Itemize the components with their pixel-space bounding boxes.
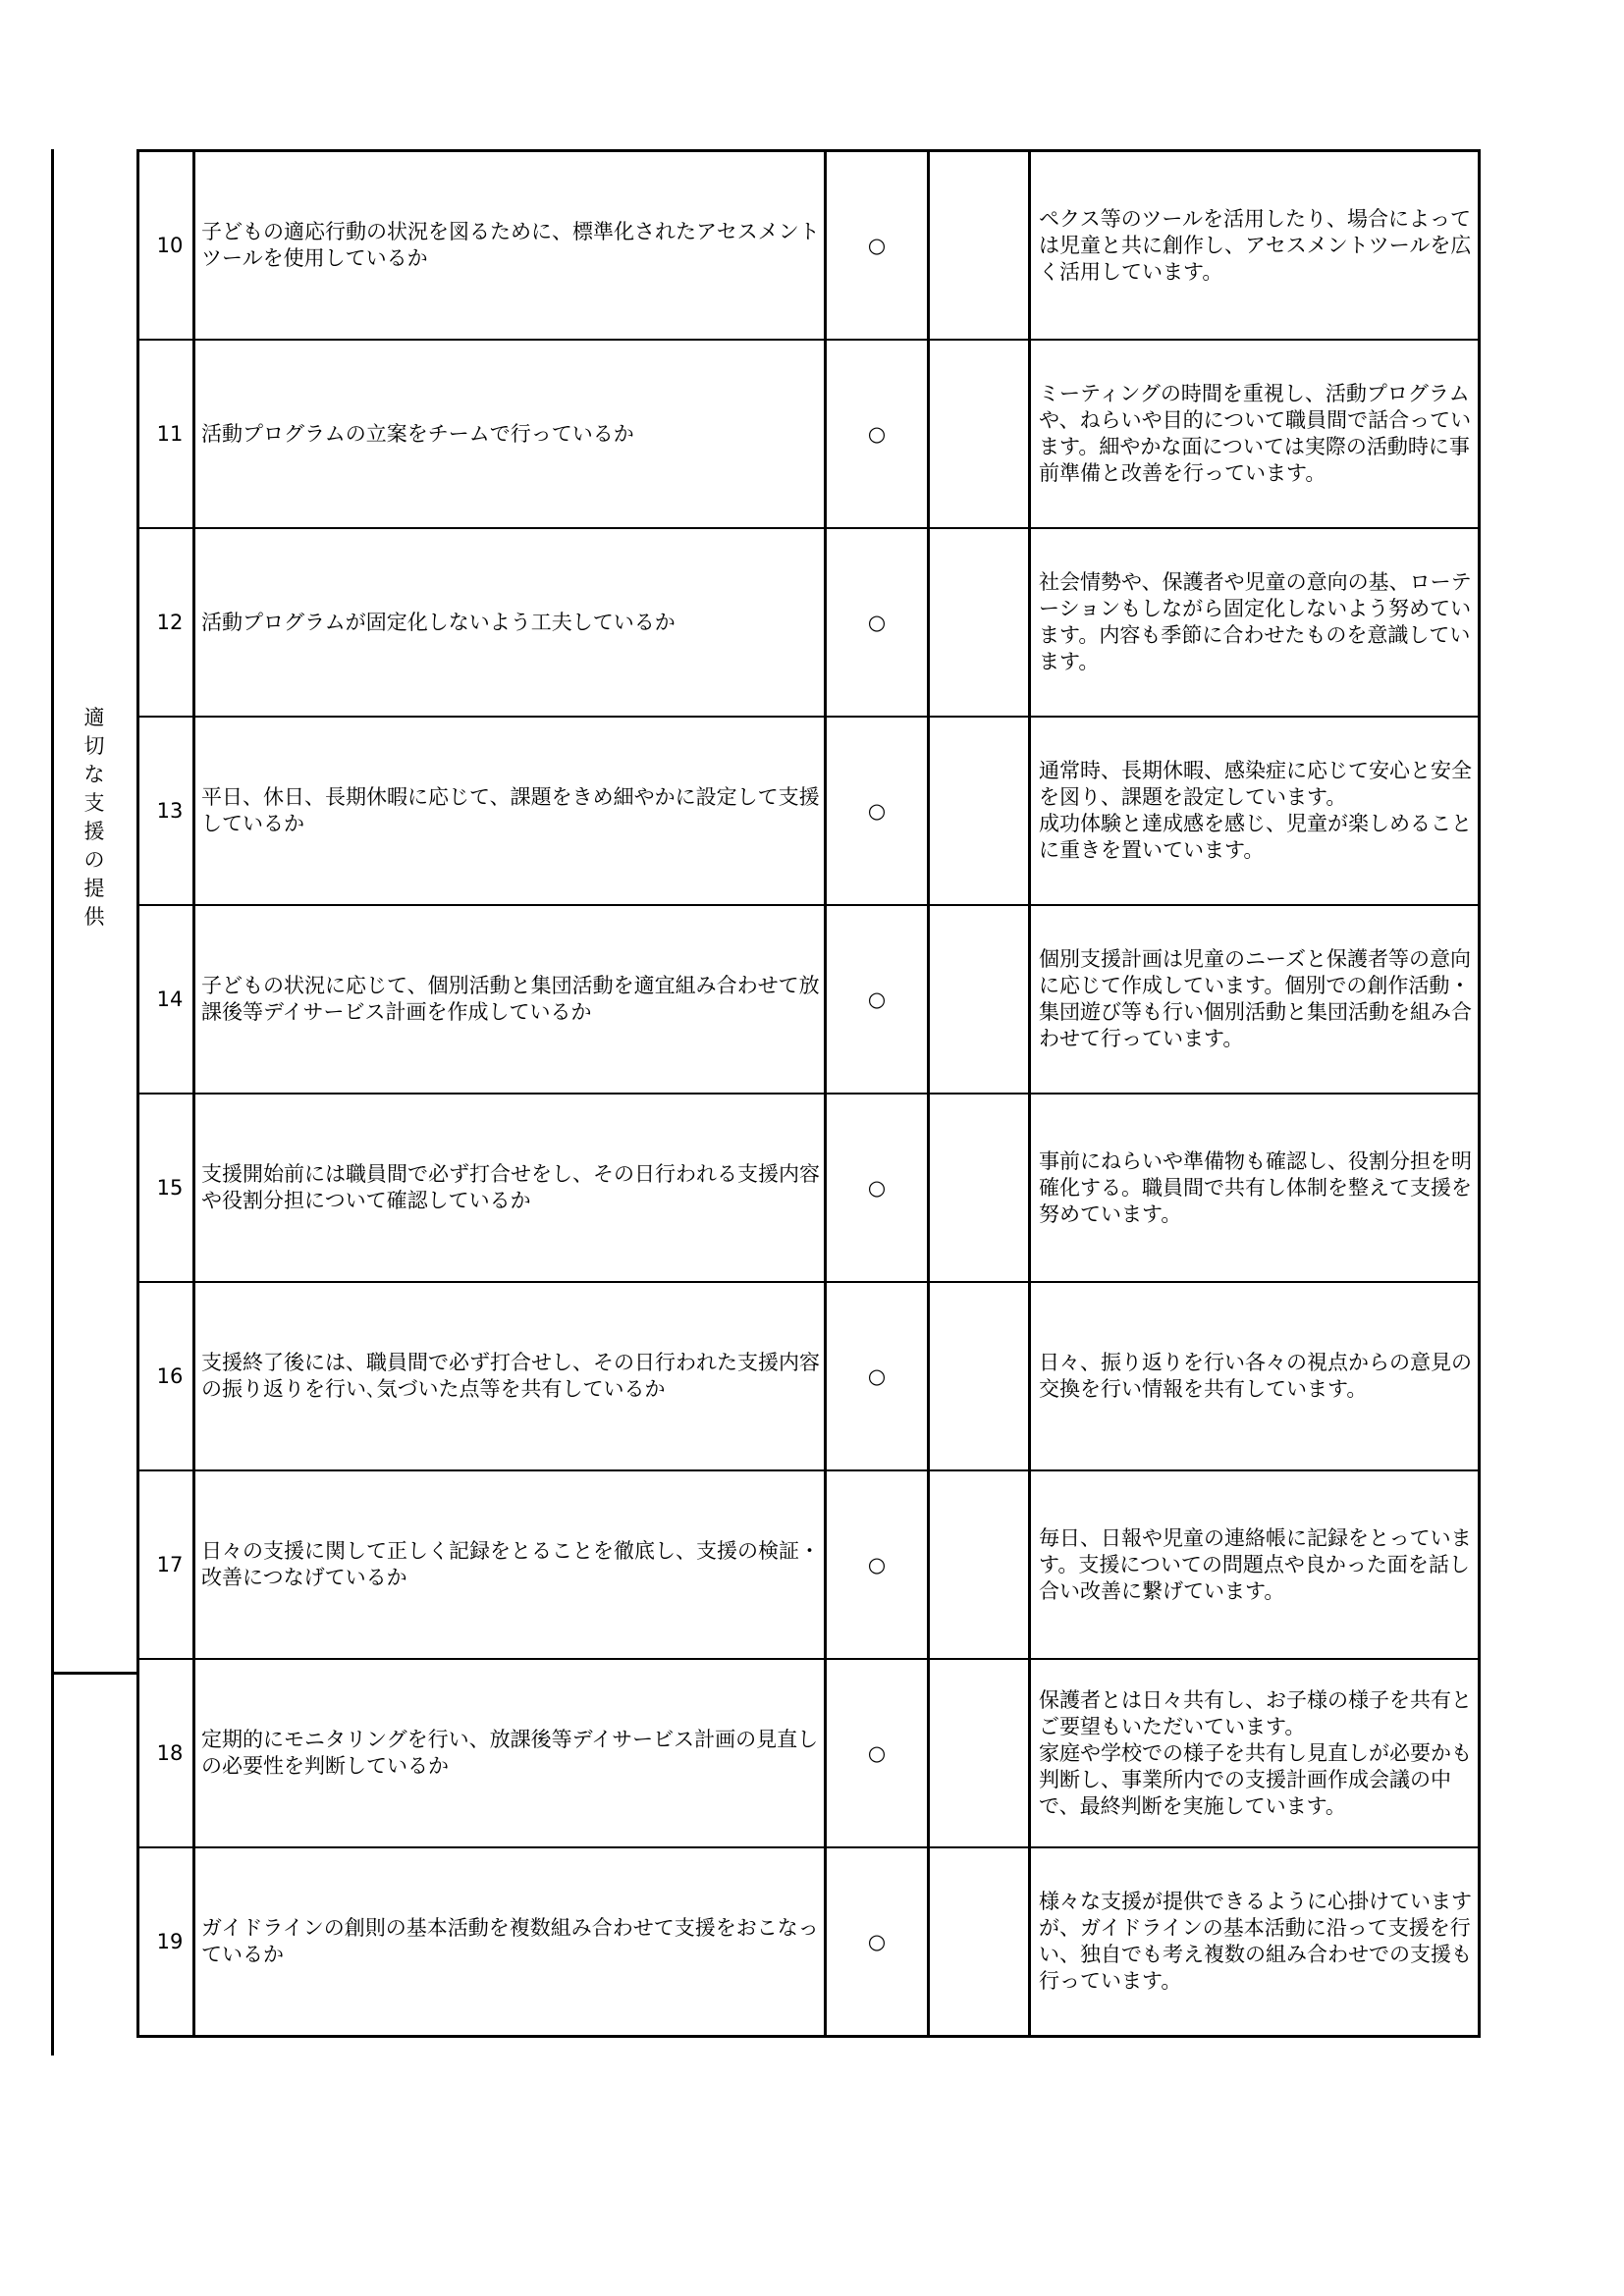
yes-mark: ○: [867, 987, 887, 1011]
table-row: [138, 1282, 1480, 1470]
item-number-cell: [138, 1847, 194, 2037]
question-text: 支援終了後には、職員間で必ず打合せし、その日行われた支援内容の振り返りを行い､気づいた点等を共有しているか: [201, 1351, 820, 1401]
item-number-cell: [138, 151, 194, 341]
comment-cell: [1030, 1094, 1480, 1282]
question-cell: [194, 151, 826, 341]
yes-cell: [826, 151, 929, 341]
question-text: 支援開始前には職員間で必ず打合せをし、その日行われる支援内容や役割分担について確認しているか: [201, 1162, 820, 1212]
evaluation-table-body: [138, 151, 1480, 2037]
item-number-cell: [138, 717, 194, 905]
question-text: ガイドラインの創則の基本活動を複数組み合わせて支援をおこなっているか: [201, 1916, 819, 1966]
table-row: [138, 1659, 1480, 1847]
yes-mark: ○: [867, 1175, 887, 1200]
no-cell: [929, 1659, 1030, 1847]
question-cell: [194, 340, 826, 528]
table-row: [138, 528, 1480, 717]
comment-text: 保護者とは日々共有し、お子様の様子を共有とご要望もいただいています。 家庭や学校での様子を共有し見直しが必要かも判断し、事業所内での支援計画作成会議の中で、最終判断を実施しています。: [1039, 1687, 1472, 1818]
item-number-cell: [138, 1470, 194, 1659]
comment-text: ミーティングの時間を重視し、活動プログラムや、ねらいや目的について職員間で話合っています。細やかな面については実際の活動時に事前準備と改善を行っています。: [1039, 382, 1472, 485]
category-bracket-upper: [51, 149, 54, 1673]
no-cell: [929, 528, 1030, 717]
yes-cell: [826, 1847, 929, 2037]
item-number-cell: [138, 528, 194, 717]
question-cell: [194, 1094, 826, 1282]
question-cell: [194, 717, 826, 905]
no-cell: [929, 1094, 1030, 1282]
comment-cell: [1030, 1470, 1480, 1659]
comment-text: 事前にねらいや準備物も確認し、役割分担を明確化する。職員間で共有し体制を整えて支援を努めています。: [1039, 1148, 1472, 1226]
item-number: 12: [156, 610, 184, 634]
comment-cell: [1030, 905, 1480, 1094]
item-number: 13: [156, 798, 184, 823]
item-number-cell: [138, 1659, 194, 1847]
yes-mark: ○: [867, 798, 887, 823]
comment-cell: [1030, 151, 1480, 341]
no-cell: [929, 1470, 1030, 1659]
question-text: 子どもの状況に応じて、個別活動と集団活動を適宜組み合わせて放課後等デイサービス計画を作成しているか: [201, 974, 820, 1024]
yes-mark: ○: [867, 421, 887, 446]
question-text: 日々の支援に関して正しく記録をとることを徹底し、支援の検証・改善につなげているか: [201, 1539, 820, 1589]
question-text: 定期的にモニタリングを行い、放課後等デイサービス計画の見直しの必要性を判断しているか: [201, 1728, 819, 1778]
item-number: 10: [156, 233, 184, 257]
question-text: 子どもの適応行動の状況を図るために、標準化されたアセスメントツールを使用しているか: [201, 220, 820, 270]
item-number: 16: [156, 1363, 184, 1388]
question-cell: [194, 528, 826, 717]
yes-mark: ○: [867, 1929, 887, 1953]
question-cell: [194, 1659, 826, 1847]
no-cell: [929, 1282, 1030, 1470]
no-cell: [929, 151, 1030, 341]
category-label: 適切な支援の提供: [83, 706, 105, 929]
question-text: 平日、休日、長期休暇に応じて、課題をきめ細やかに設定して支援しているか: [201, 785, 820, 835]
comment-text: ペクス等のツールを活用したり、場合によっては児童と共に創作し、アセスメントツールを広く活用しています。: [1039, 206, 1472, 284]
comment-text: 毎日、日報や児童の連絡帳に記録をとっています。支援についての問題点や良かった面を話し合い改善に繋げています。: [1039, 1525, 1472, 1603]
question-text: 活動プログラムが固定化しないよう工夫しているか: [201, 610, 676, 634]
table-row: [138, 1094, 1480, 1282]
table-row: [138, 340, 1480, 528]
table-row: [138, 1470, 1480, 1659]
comment-cell: [1030, 1282, 1480, 1470]
no-cell: [929, 905, 1030, 1094]
yes-mark: ○: [867, 233, 887, 257]
evaluation-table: [136, 149, 1481, 2038]
yes-cell: [826, 528, 929, 717]
item-number: 17: [156, 1552, 184, 1576]
comment-text: 社会情勢や、保護者や児童の意向の基、ローテーションもしながら固定化しないよう努めています。内容も季節に合わせたものを意識しています。: [1039, 570, 1472, 673]
no-cell: [929, 1847, 1030, 2037]
item-number-cell: [138, 340, 194, 528]
category-bracket-lower: [51, 1673, 54, 2056]
no-cell: [929, 717, 1030, 905]
item-number: 19: [156, 1929, 184, 1953]
category-divider: [51, 1672, 137, 1675]
table-row: [138, 1847, 1480, 2037]
item-number: 15: [156, 1175, 184, 1200]
yes-cell: [826, 1659, 929, 1847]
item-number-cell: [138, 1094, 194, 1282]
yes-cell: [826, 340, 929, 528]
comment-cell: [1030, 340, 1480, 528]
comment-text: 通常時、長期休暇、感染症に応じて安心と安全を図り、課題を設定しています。 成功体験と達成感を感じ、児童が楽しめることに重きを置いています。: [1039, 759, 1472, 862]
comment-cell: [1030, 1847, 1480, 2037]
yes-mark: ○: [867, 1740, 887, 1765]
question-cell: [194, 905, 826, 1094]
yes-mark: ○: [867, 1363, 887, 1388]
yes-cell: [826, 1282, 929, 1470]
comment-text: 個別支援計画は児童のニーズと保護者等の意向に応じて作成しています。個別での創作活動・集団遊び等も行い個別活動と集団活動を組み合わせて行っています。: [1039, 947, 1472, 1050]
comment-text: 様々な支援が提供できるように心掛けていますが、ガイドラインの基本活動に沿って支援を行い、独自でも考え複数の組み合わせでの支援も行っています。: [1039, 1890, 1472, 1993]
yes-cell: [826, 1470, 929, 1659]
no-cell: [929, 340, 1030, 528]
table-row: [138, 151, 1480, 341]
question-cell: [194, 1847, 826, 2037]
comment-cell: [1030, 717, 1480, 905]
table-row: [138, 717, 1480, 905]
yes-cell: [826, 905, 929, 1094]
question-cell: [194, 1282, 826, 1470]
yes-cell: [826, 717, 929, 905]
item-number: 11: [156, 421, 184, 446]
item-number: 18: [156, 1740, 184, 1765]
yes-mark: ○: [867, 1552, 887, 1576]
item-number-cell: [138, 905, 194, 1094]
item-number: 14: [156, 987, 184, 1011]
yes-cell: [826, 1094, 929, 1282]
question-text: 活動プログラムの立案をチームで行っているか: [201, 421, 634, 446]
yes-mark: ○: [867, 610, 887, 634]
comment-text: 日々、振り返りを行い各々の視点からの意見の交換を行い情報を共有しています。: [1039, 1351, 1472, 1401]
table-row: [138, 905, 1480, 1094]
question-cell: [194, 1470, 826, 1659]
comment-cell: [1030, 1659, 1480, 1847]
comment-cell: [1030, 528, 1480, 717]
item-number-cell: [138, 1282, 194, 1470]
